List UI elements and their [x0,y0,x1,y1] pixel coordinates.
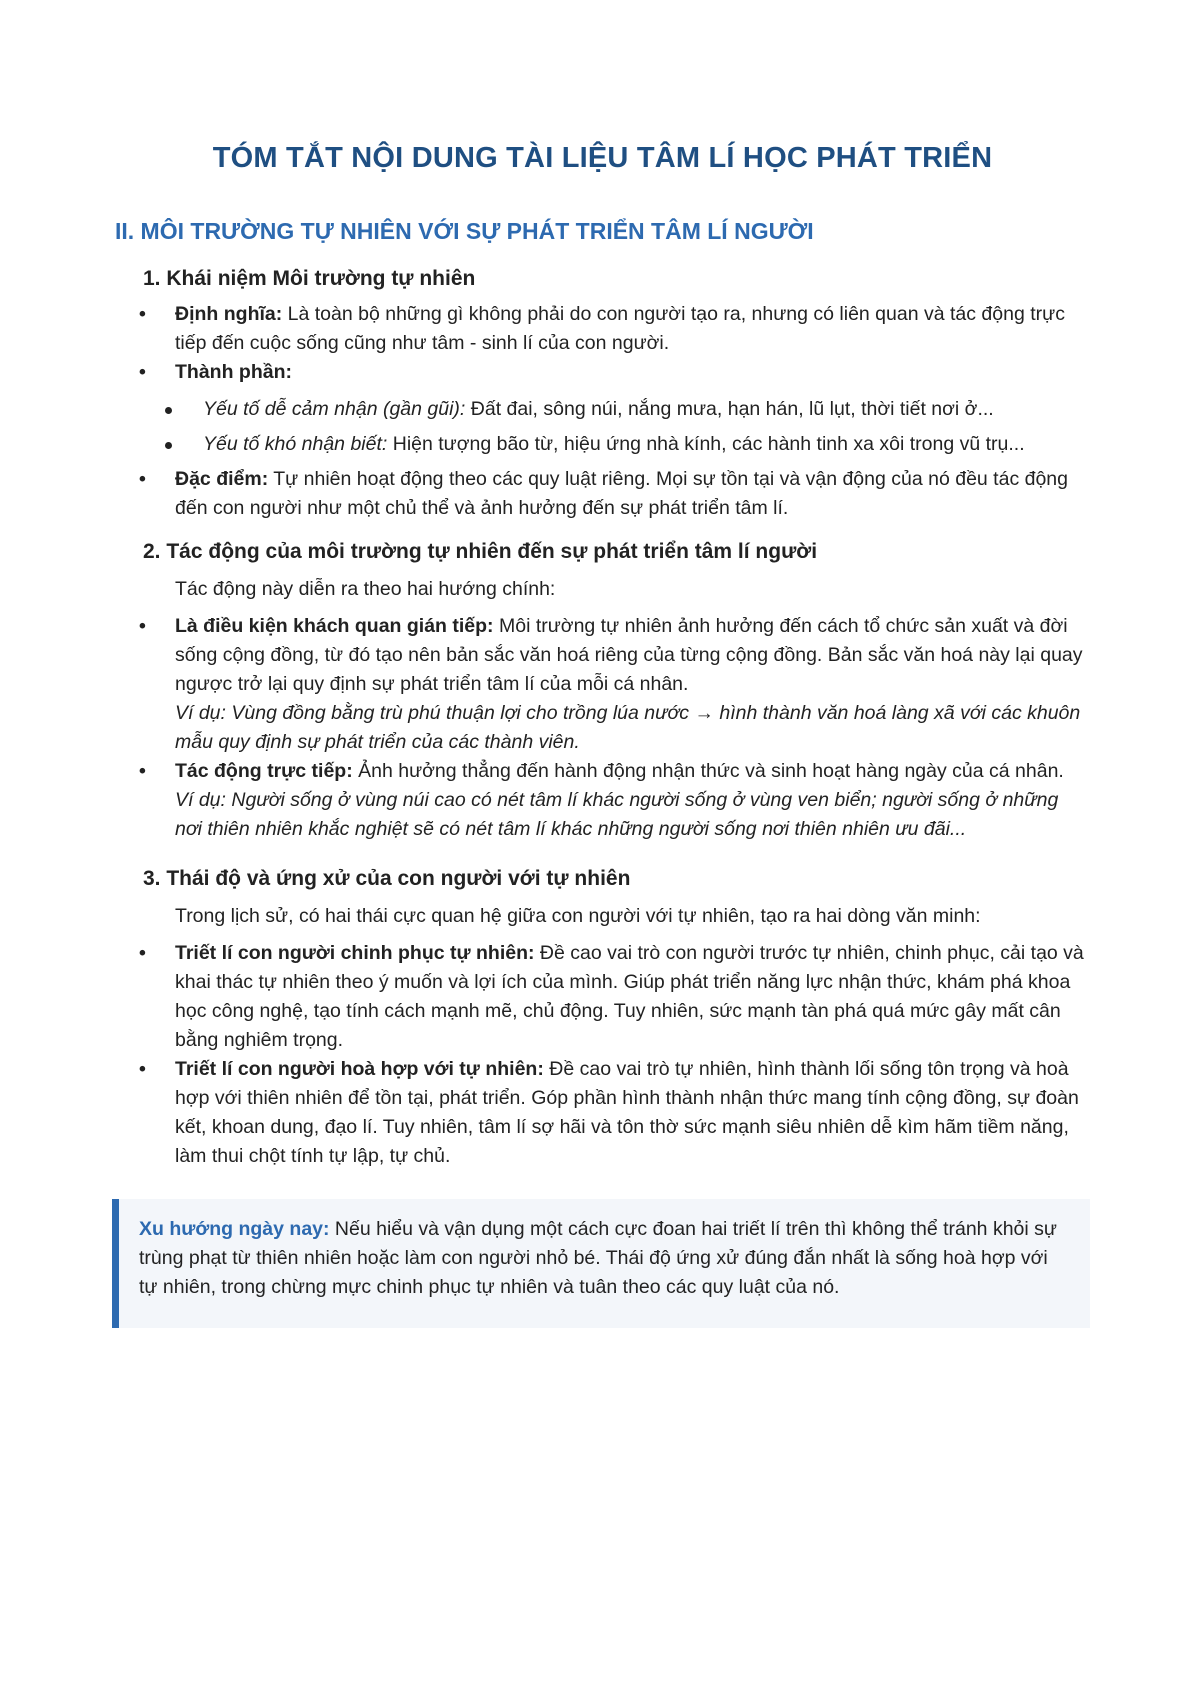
features-item [115,465,1090,523]
bullet: • [139,760,146,782]
harmony-item [115,1055,1090,1171]
component-label: Yếu tố khó nhận biết: [203,433,388,455]
conquer-text: Đề cao vai trò con người trước tự nhiên, chinh phục, cải tạo và khai thác tự nhiên theo ý muốn và lợi ích của mình. Giúp phát triển năng lực nhận thức, khám phá khoa học công nghệ, tạo tính cách mạnh mẽ, chủ động. Tuy nhiên, sức mạnh tàn phá quá mức gây mất cân bằng nghiêm trọng. [175,942,1084,1051]
harmony-label: Triết lí con người hoà hợp với tự nhiên: [175,1058,544,1080]
direct-example: Ví dụ: Người sống ở vùng núi cao có nét tâm lí khác người sống ở vùng ven biển; người sống ở những nơi thiên nhiên khắc nghiệt sẽ có nét tâm lí khác những người sống nơi thiên nhiên ưu đãi... [175,789,1059,840]
definition-item [115,300,1090,358]
conquer-label: Triết lí con người chinh phục tự nhiên: [175,942,535,964]
components-label: Thành phần: [175,361,292,383]
features-text: Tự nhiên hoạt động theo các quy luật riêng. Mọi sự tồn tại và vận động của nó đều tác động đến con người như một chủ thể và ảnh hưởng đến sự phát triển tâm lí. [175,468,1068,519]
bullet: • [139,1058,146,1080]
part2-heading: 2. Tác động của môi trường tự nhiên đến sự phát triển tâm lí người [143,540,818,563]
section-heading: II. MÔI TRƯỜNG TỰ NHIÊN VỚI SỰ PHÁT TRIỂN TÂM LÍ NGƯỜI [115,218,814,244]
conquer-item [115,939,1090,1055]
part3-heading: 3. Thái độ và ứng xử của con người với tự nhiên [143,867,631,890]
component-text: Hiện tượng bão từ, hiệu ứng nhà kính, các hành tinh xa xôi trong vũ trụ... [387,433,1025,455]
components-item [115,358,1090,387]
indirect-example: Ví dụ: Vùng đồng bằng trù phú thuận lợi cho trồng lúa nước → hình thành văn hoá làng xã với các khuôn mẫu quy định sự phát triển của các thành viên. [175,702,1081,753]
trend-callout [112,1199,1090,1328]
direct-label: Tác động trực tiếp: [175,760,353,782]
part2-intro: Tác động này diễn ra theo hai hướng chính: [175,578,556,600]
direct-text: Ảnh hưởng thẳng đến hành động nhận thức và sinh hoạt hàng ngày của cá nhân. [352,760,1064,782]
indirect-text: Môi trường tự nhiên ảnh hưởng đến cách tổ chức sản xuất và đời sống cộng đồng, từ đó tạo nên bản sắc văn hoá riêng của từng cộng đồng. Bản sắc văn hoá này lại quay ngược trở lại quy định sự phát triển tâm lí của mỗi cá nhân. [175,615,1083,695]
indirect-label: Là điều kiện khách quan gián tiếp: [175,615,494,637]
component-text: Đất đai, sông núi, nắng mưa, hạn hán, lũ lụt, thời tiết nơi ở... [465,398,994,420]
definition-label: Định nghĩa: [175,303,283,325]
bullet: • [139,615,146,637]
part1-list [115,300,1090,387]
part2-list [115,612,1090,844]
component-item [115,430,1090,459]
callout-label: Xu hướng ngày nay: [139,1218,330,1240]
document-title: TÓM TẮT NỘI DUNG TÀI LIỆU TÂM LÍ HỌC PHÁT TRIỂN [212,142,993,174]
callout-text: Nếu hiểu và vận dụng một cách cực đoan hai triết lí trên thì không thể tránh khỏi sự trùng phạt từ thiên nhiên hoặc làm con người nhỏ bé. Thái độ ứng xử đúng đắn nhất là sống hoà hợp với tự nhiên, trong chừng mực chinh phục tự nhiên và tuân theo các quy luật của nó. [139,1218,1057,1298]
bullet: • [139,942,146,964]
part3-list [115,939,1090,1171]
part1-heading: 1. Khái niệm Môi trường tự nhiên [143,267,476,290]
sub-bullet [165,407,172,414]
direct-item [115,757,1090,844]
indirect-item [115,612,1090,757]
bullet: • [139,361,146,383]
components-sublist [115,395,1090,459]
bullet: • [139,303,146,325]
definition-text: Là toàn bộ những gì không phải do con người tạo ra, nhưng có liên quan và tác động trực tiếp đến cuộc sống cũng như tâm - sinh lí của con người. [175,303,1065,354]
part1-list-features [115,465,1090,523]
sub-bullet [165,442,172,449]
features-label: Đặc điểm: [175,468,269,490]
harmony-text: Đề cao vai trò tự nhiên, hình thành lối sống tôn trọng và hoà hợp với thiên nhiên để tồn tại, phát triển. Góp phần hình thành nhận thức mang tính cộng đồng, sự đoàn kết, khoan dung, đạo lí. Tuy nhiên, tâm lí sợ hãi và tôn thờ sức mạnh siêu nhiên dễ kìm hãm tiềm năng, làm thui chột tính tự lập, tự chủ. [175,1058,1079,1167]
component-item [115,395,1090,424]
component-label: Yếu tố dễ cảm nhận (gần gũi): [203,398,466,420]
part3-intro: Trong lịch sử, có hai thái cực quan hệ giữa con người với tự nhiên, tạo ra hai dòng văn minh: [175,905,981,927]
bullet: • [139,468,146,490]
